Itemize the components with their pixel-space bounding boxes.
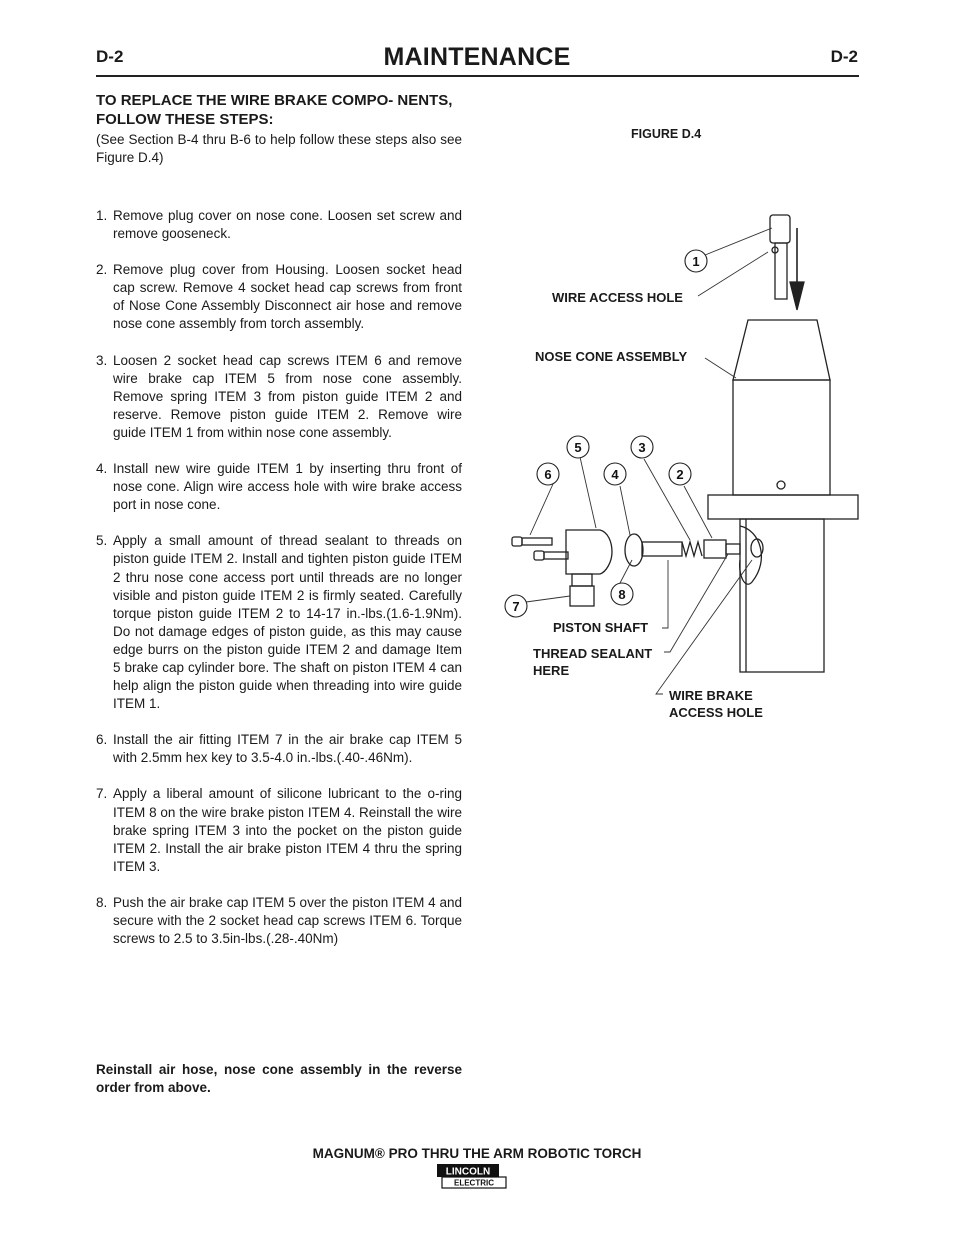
label-access-hole: ACCESS HOLE xyxy=(669,705,763,720)
piston-head xyxy=(625,534,643,566)
callout-6-text: 6 xyxy=(544,467,552,482)
leader-7 xyxy=(526,596,570,602)
step-text: Push the air brake cap ITEM 5 over the piston ITEM 4 and secure with the 2 socket head cap screws ITEM 6. Torque screws to 2.5 to 3.5in-lbs.(.28-.40Nm) xyxy=(113,894,462,947)
list-item xyxy=(96,785,462,875)
step-text: Install new wire guide ITEM 1 by inserting thru front of nose cone. Align wire access hole with wire brake access port in nose cone. xyxy=(113,461,462,513)
wire-brake-diagram xyxy=(490,200,870,720)
page-title: MAINTENANCE xyxy=(383,43,571,71)
leader-piston-shaft xyxy=(662,560,668,628)
page-code-left: D-2 xyxy=(96,47,124,66)
list-item xyxy=(96,261,462,333)
leader-6 xyxy=(530,484,553,535)
cap-screw-upper-head xyxy=(512,537,522,546)
cap-screw-lower-body xyxy=(544,552,568,559)
list-item xyxy=(96,352,462,442)
leader-nose-cone xyxy=(705,358,736,378)
nose-cone-body xyxy=(733,380,830,495)
step-text: Apply a small amount of thread sealant to threads on piston guide ITEM 2. Install and tighten piston guide ITEM 2 thru nose cone access port until threads are no longer visible and piston guide ITEM 2 is firmly seated. Carefully torque piston guide ITEM 2 to 14-17 in.-lbs.(1.6-1.9Nm). Do not damage edges of piston guide, as this may cause edge burrs on the piston guide ITEM 2 and damage Item 5 brake cap cylinder bore. The shaft on piston ITEM 4 can help align the piston guide when threading into wire guide ITEM 1. xyxy=(113,533,462,712)
brake-spring xyxy=(682,542,702,556)
air-fitting-body xyxy=(570,586,594,606)
step-number: 4. xyxy=(96,461,108,477)
callout-8-text: 8 xyxy=(618,587,626,602)
wire-guide-tube xyxy=(775,243,787,299)
step-number: 7. xyxy=(96,786,108,802)
logo-bottom-text: ELECTRIC xyxy=(454,1178,494,1188)
set-screw-hole xyxy=(777,481,785,489)
section-note: (See Section B-4 thru B-6 to help follow these steps also see Figure D.4) xyxy=(96,132,462,165)
steps-list xyxy=(96,207,462,966)
leader-4 xyxy=(620,486,630,535)
feed-arrow-head xyxy=(790,282,804,310)
piston-guide xyxy=(704,540,726,558)
step-text: Apply a liberal amount of silicone lubricant to the o-ring ITEM 8 on the wire brake piston ITEM 4. Reinstall the wire brake spring ITEM 3 into the pocket on the piston guide ITEM 2. Install the air brake piston ITEM 4 thru the spring ITEM 3. xyxy=(113,786,462,874)
label-thread-sealant-here: HERE xyxy=(533,663,570,678)
nose-cone-flange xyxy=(708,495,858,519)
brake-cap xyxy=(566,530,612,574)
callout-3-text: 3 xyxy=(638,440,646,455)
callout-4-text: 4 xyxy=(611,467,619,482)
step-number: 3. xyxy=(96,352,108,368)
leader-1 xyxy=(705,228,772,255)
list-item xyxy=(96,894,462,948)
step-text: Install the air fitting ITEM 7 in the air brake cap ITEM 5 with 2.5mm hex key to 3.5-4.0 in.-lbs.(.40-.46Nm). xyxy=(113,732,462,766)
step-number: 6. xyxy=(96,732,108,748)
callout-5-text: 5 xyxy=(574,440,582,455)
label-nose-cone-assembly: NOSE CONE ASSEMBLY xyxy=(535,349,688,364)
step-number: 1. xyxy=(96,208,108,223)
wire-brake-access-hole xyxy=(751,539,763,557)
step-text: Loosen 2 socket head cap screws ITEM 6 and remove wire brake cap ITEM 5 from nose cone assembly. Remove spring ITEM 3 from piston guide ITEM 2 and reserve. Remove piston guide ITEM 2. Remove wire guide ITEM 1 from within nose cone assembly. xyxy=(113,352,462,440)
list-item xyxy=(96,207,462,243)
cap-screw-upper-body xyxy=(522,538,552,545)
step-text: Remove plug cover on nose cone. Loosen set screw and remove gooseneck. xyxy=(113,208,462,242)
step-text: Remove plug cover from Housing. Loosen socket head cap screw. Remove 4 socket head cap screws from front of Nose Cone Assembly Disconnect air hose and remove nose cone assembly from torch assembly. xyxy=(113,262,462,332)
leader-5 xyxy=(580,457,596,528)
page-code-right: D-2 xyxy=(830,47,858,66)
callout-2-text: 2 xyxy=(676,467,684,482)
piston-shaft xyxy=(642,542,682,556)
label-thread-sealant: THREAD SEALANT xyxy=(533,646,653,661)
step-number: 2. xyxy=(96,262,108,278)
label-wire-brake: WIRE BRAKE xyxy=(669,688,753,703)
label-piston-shaft: PISTON SHAFT xyxy=(553,620,649,635)
wire-guide-top xyxy=(770,215,790,243)
lincoln-electric-logo xyxy=(436,1163,508,1189)
step-number: 5. xyxy=(96,533,108,549)
piston-guide-thread xyxy=(726,544,740,554)
list-item xyxy=(96,460,462,514)
nose-cone-taper xyxy=(733,320,830,380)
list-item xyxy=(96,532,462,713)
leader-wire-access xyxy=(698,252,768,296)
leader-thread-sealant xyxy=(664,554,728,652)
access-port-outline xyxy=(740,526,762,584)
closing-instruction: Reinstall air hose, nose cone assembly in the reverse order from above. xyxy=(96,1062,462,1095)
list-item xyxy=(96,731,462,767)
section-heading: TO REPLACE THE WIRE BRAKE COMPO- NENTS, FOLLOW THESE STEPS: xyxy=(96,92,453,128)
label-wire-access-hole: WIRE ACCESS HOLE xyxy=(552,290,683,305)
figure-title: FIGURE D.4 xyxy=(631,127,702,141)
leader-8 xyxy=(620,560,632,583)
air-fitting-neck xyxy=(572,574,592,586)
callout-7-text: 7 xyxy=(512,599,520,614)
logo-top-text: LINCOLN xyxy=(445,1166,491,1178)
step-number: 8. xyxy=(96,894,108,910)
cap-screw-lower-head xyxy=(534,551,544,560)
callout-1-text: 1 xyxy=(692,254,700,269)
footer-title: MAGNUM® PRO THRU THE ARM ROBOTIC TORCH xyxy=(312,1146,642,1161)
header-rule xyxy=(96,75,859,77)
leader-wire-brake xyxy=(656,560,752,694)
